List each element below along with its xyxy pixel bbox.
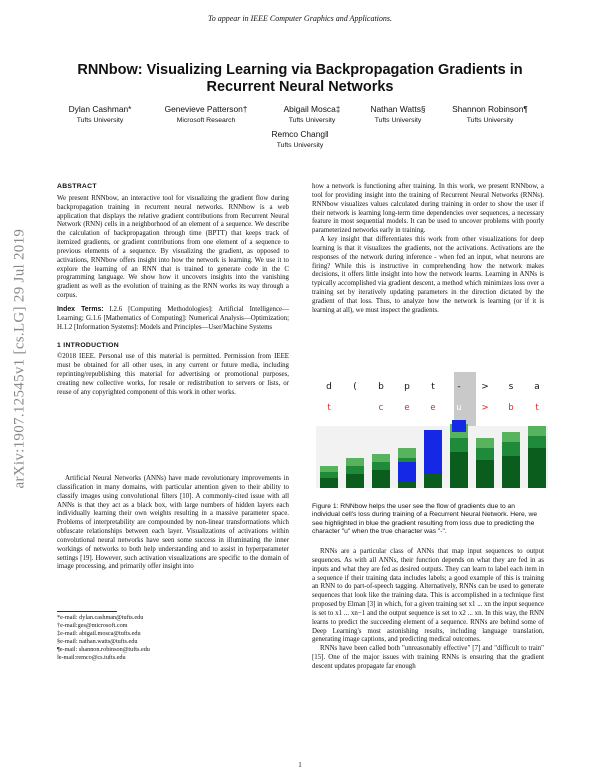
output-char: c [378, 403, 384, 413]
page-number: 1 [298, 761, 302, 769]
footnote: ‡e-mail: abigail.mosca@tufts.edu [57, 630, 141, 638]
footnotes [57, 614, 289, 663]
index-terms [57, 306, 289, 333]
right-column-bottom [312, 548, 544, 672]
input-char: > [481, 382, 489, 392]
header-note: To appear in IEEE Computer Graphics and Applications. [208, 14, 392, 23]
intro-paragraph: Artificial Neural Networks (ANNs) have made revolutionary improvements in classification in many domains, with particular attention given to their ability to classify images using convolutional filters [10]. A commonly-cited issue with all ANNs is that they act as a black box, with large numbers of hidden layers each individually learning their own weights resulting in a massive parameter space. Problems of interpretability are compounded by non-linear transformations which obfuscate relationships between each layer. Visualizations of activations within convolutional neural networks have seen some success in illuminating the inner workings of networks to both help understanding and to assist in hyperparameter settings [19]. However, such activation visualizations are specific to the domain of image processing, and primarily offer insight into [57, 475, 289, 571]
right-paragraph: RNNs have been called both "unreasonably effective" [7] and "difficult to train" [15]. One of the major issues with training RNNs is ensuring that the gradient descent updates propagate far enough [312, 645, 544, 670]
title-line-1: RNNbow: Visualizing Learning via Backpropagation Gradients in [77, 62, 523, 78]
footnote-rule [57, 611, 117, 612]
footnote: §e-mail: nathan.watts@tufts.edu [57, 638, 138, 646]
input-char: s [508, 382, 514, 392]
rnnbow-figure [316, 372, 548, 490]
right-paragraph: RNNs are a particular class of ANNs that map input sequences to output sequences. As with all ANNs, their function depends on what they are fed in as inputs and what they are fed as desired outputs. They can learn to label each item in a sequence if their training data includes labels; a good example of this is training an RNN to do part-of-speech tagging. Alternatively, RNNs can be used to generate sequences that look like the training data. This is accomplished in a technique first proposed by Elman [3] in which, for a given training set x1 ... xn the input sequence is set to x1 ... xn−1 and the output sequence is set to x2 ... xn. In this way, the RNN learns to predict the succeeding element of a sequence. RNNs are behind some of Deep Learning's most astonishing results, including language translation, generating image captions, and predicting medical outcomes. [312, 548, 544, 644]
highlighted-gradient-segment [398, 462, 416, 482]
rnnbow-visualization [316, 372, 548, 490]
gradient-bar-segment [502, 456, 520, 488]
author-block [268, 104, 356, 126]
author-affiliation: Tufts University [288, 117, 336, 124]
gradient-bar-segment [320, 478, 338, 488]
right-column-top [312, 183, 544, 316]
gradient-bar-segment [346, 474, 364, 488]
author-block [58, 104, 142, 126]
footnote: *e-mail: dylan.cashman@tufts.edu [57, 614, 144, 621]
author-affiliation: Tufts University [466, 117, 514, 124]
intro-column [57, 475, 289, 572]
author-name: Nathan Watts§ [370, 104, 426, 114]
output-char: u [456, 403, 462, 413]
abstract-heading: ABSTRACT [57, 183, 97, 190]
author-affiliation: Tufts University [374, 117, 422, 124]
footnote: †e-mail:ges@microsoft.com [57, 622, 128, 630]
author-block [258, 129, 342, 151]
input-char: - [457, 382, 461, 392]
abstract-text: We present RNNbow, an interactive tool for visualizing the gradient flow during backpropagation training in recurrent neural networks. RNNbow is a web application that displays the relative gradient contributions from Recurrent Neural Network (RNN) cells in a neighborhood of an element of a sequence. We describe the calculation of backpropagation through time (BPTT) that keeps track of itemized gradients, or gradient contributions from one element of a sequence to previous elements of a sequence. By visualizing the gradient, as opposed to activations, RNNbow offers insight into how the network is learning. We use it to explore the learning of an RNN that is trained to generate code in the C programming language. We show how it uncovers insights into the vanishing gradient as well as the evolution of training as the RNN works its way through a corpus. [57, 194, 289, 300]
author-affiliation: Microsoft Research [176, 117, 236, 124]
author-affiliation: Tufts University [276, 142, 324, 149]
gradient-bar-segment [450, 452, 468, 488]
output-char: b [508, 403, 514, 413]
copyright-notice: ©2018 IEEE. Personal use of this material is permitted. Permission from IEEE must be obtained for all other uses, in any current or future media, including reprinting/republishing this material for advertising or promotional purposes, creating new collective works, for resale or redistribution to servers or lists, or reuse of any copyrighted component of this work in other works. [57, 353, 289, 396]
input-char: d [326, 382, 332, 392]
author-block [440, 104, 540, 126]
output-char: > [481, 403, 489, 413]
sequence-characters [326, 382, 540, 413]
figure-caption: Figure 1: RNNbow helps the user see the flow of gradients due to an individual cell's loss during training of a Recurrent Neural Network. Here, we see highlighted in blue the gradient resulting from loss due to predicting the character "u" when the true character was "-". [312, 503, 538, 536]
output-char: e [430, 403, 436, 413]
intro-heading: 1 INTRODUCTION [57, 341, 119, 349]
footnote: ‖e-mail:remco@cs.tufts.edu [57, 654, 126, 662]
author-name: Abigail Mosca‡ [283, 104, 341, 114]
output-char: t [535, 403, 539, 413]
author-block [360, 104, 436, 126]
gradient-bar-segment [476, 460, 494, 488]
author-name: Genevieve Patterson† [164, 104, 248, 114]
input-char: p [404, 382, 410, 392]
title-line-2: Recurrent Neural Networks [206, 79, 394, 95]
index-terms-text: I.2.6 [Computing Methodologies]: Artificial Intelligence—Learning; G.1.6 [Mathematics of Computing]: Numerical Analysis—Optimization; H.1.2 [Information Systems]: Models and Principles—User/Machine Systems [57, 305, 289, 331]
gradient-bar-segment [528, 448, 546, 488]
output-char: e [404, 403, 410, 413]
output-char: t [327, 403, 331, 413]
highlighted-gradient-segment [424, 430, 442, 474]
arxiv-stamp: arXiv:1907.12545v1 [cs.LG] 29 Jul 2019 [11, 228, 28, 489]
left-column [57, 183, 289, 398]
right-paragraph: how a network is functioning after training. In this work, we present RNNbow, a tool for providing insight into the training of Recurrent Neural Networks (RNNs). RNNbow visualizes values calculated during training in order to show the user if their network is learning long-term time dependencies over sequences, a necessary feature in most sequential models. It can be used to uncover problems with poorly parameterized networks early in training. [312, 183, 544, 235]
footnote: ¶e-mail: shannon.robinson@tufts.edu [57, 646, 150, 654]
right-paragraph: A key insight that differentiates this work from other visualizations for deep learning is that it visualizes the gradients, not the activations. Activations are the responses of the network during inference - when fed an input, what neurons are firing? While this is instructive in comprehending how the network makes decisions, it offers little insight into how the network learns. Learning in ANNs is typically accomplished via gradient descent, a method which minimizes loss over a training set by iteratively updating parameters in the direction dictated by the gradient of that loss. Thus, to analyze how the network is learning (or if it is learning at all), we must inspect the gradients. [312, 236, 544, 314]
author-name: Shannon Robinson¶ [452, 104, 528, 114]
input-char: b [378, 382, 384, 392]
gradient-bar-segment [372, 470, 390, 488]
input-char: t [431, 382, 435, 392]
input-char: ( [353, 382, 357, 392]
author-block [150, 104, 262, 126]
highlighted-gradient-segment [452, 420, 466, 432]
paper-title [60, 62, 540, 96]
author-name: Remco Chang‖ [271, 129, 329, 139]
author-affiliation: Tufts University [76, 117, 124, 124]
input-char: a [534, 382, 540, 392]
index-terms-label: Index Terms: [57, 305, 104, 313]
author-name: Dylan Cashman* [68, 104, 132, 114]
